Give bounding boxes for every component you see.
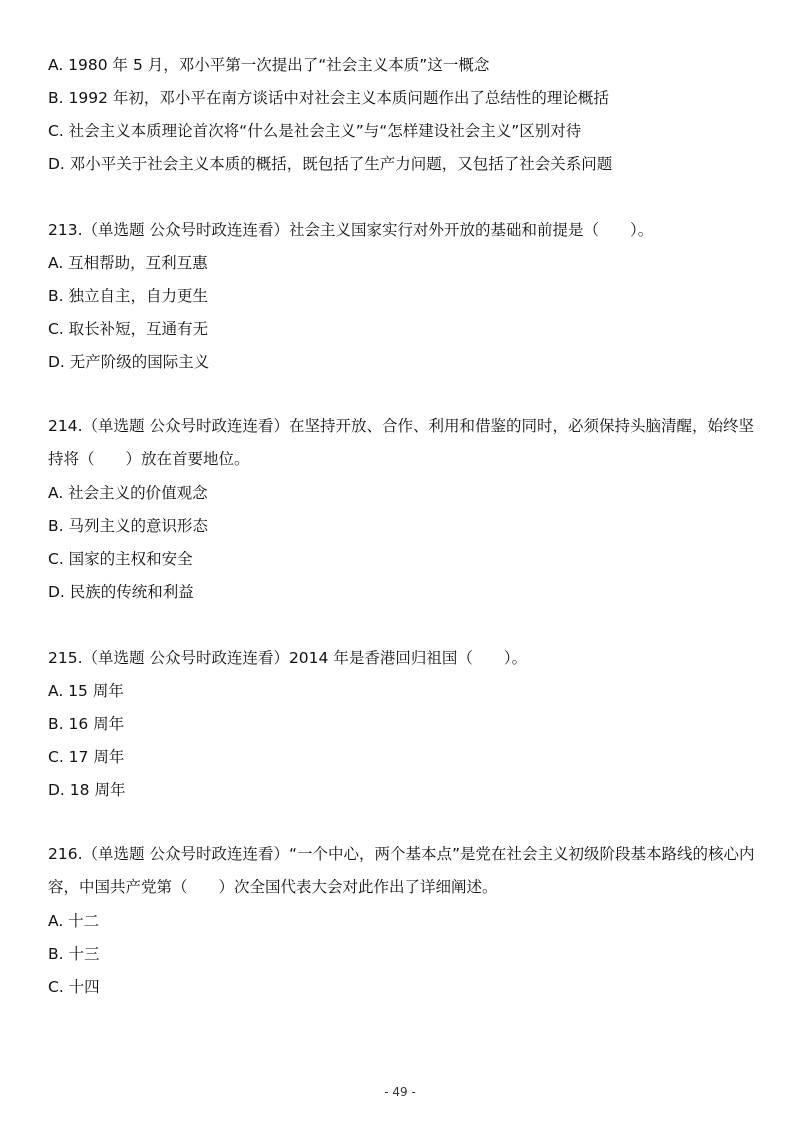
question-214-stem: 214.（单选题 公众号时政连连看）在坚持开放、合作、利用和借鉴的同时，必须保持头脑清醒，始终坚持将（ ）放在首要地位。 <box>48 417 754 468</box>
question-213-option-b: B. 独立自主，自力更生 <box>48 287 208 305</box>
question-215-stem: 215.（单选题 公众号时政连连看）2014 年是香港回归祖国（ ）。 <box>48 649 528 667</box>
page-number: - 49 - <box>384 1085 416 1099</box>
question-216-option-a: A. 十二 <box>48 912 100 930</box>
question-213-stem: 213.（单选题 公众号时政连连看）社会主义国家实行对外开放的基础和前提是（ ）。 <box>48 221 654 239</box>
question-214-option-b: B. 马列主义的意识形态 <box>48 517 208 535</box>
question-214-option-a: A. 社会主义的价值观念 <box>48 484 208 502</box>
question-215-option-c: C. 17 周年 <box>48 748 125 766</box>
question-215-option-b: B. 16 周年 <box>48 715 125 733</box>
prev-option-a: A. 1980 年 5 月，邓小平第一次提出了“社会主义本质”这一概念 <box>48 56 490 74</box>
question-214-option-d: D. 民族的传统和利益 <box>48 583 194 601</box>
prev-option-d: D. 邓小平关于社会主义本质的概括，既包括了生产力问题，又包括了社会关系问题 <box>48 155 613 173</box>
prev-option-b: B. 1992 年初，邓小平在南方谈话中对社会主义本质问题作出了总结性的理论概括 <box>48 89 609 107</box>
question-213-option-d: D. 无产阶级的国际主义 <box>48 353 210 371</box>
prev-option-c: C. 社会主义本质理论首次将“什么是社会主义”与“怎样建设社会主义”区别对待 <box>48 122 582 140</box>
question-216-stem: 216.（单选题 公众号时政连连看）“一个中心，两个基本点”是党在社会主义初级阶段基本路线的核心内容，中国共产党第（ ）次全国代表大会对此作出了详细阐述。 <box>48 845 755 896</box>
question-215-option-d: D. 18 周年 <box>48 781 126 799</box>
question-213-option-a: A. 互相帮助，互利互惠 <box>48 254 208 272</box>
question-215-option-a: A. 15 周年 <box>48 682 124 700</box>
question-213-option-c: C. 取长补短，互通有无 <box>48 320 209 338</box>
question-216-option-b: B. 十三 <box>48 945 100 963</box>
question-216-option-c: C. 十四 <box>48 978 100 996</box>
question-214-option-c: C. 国家的主权和安全 <box>48 550 193 568</box>
